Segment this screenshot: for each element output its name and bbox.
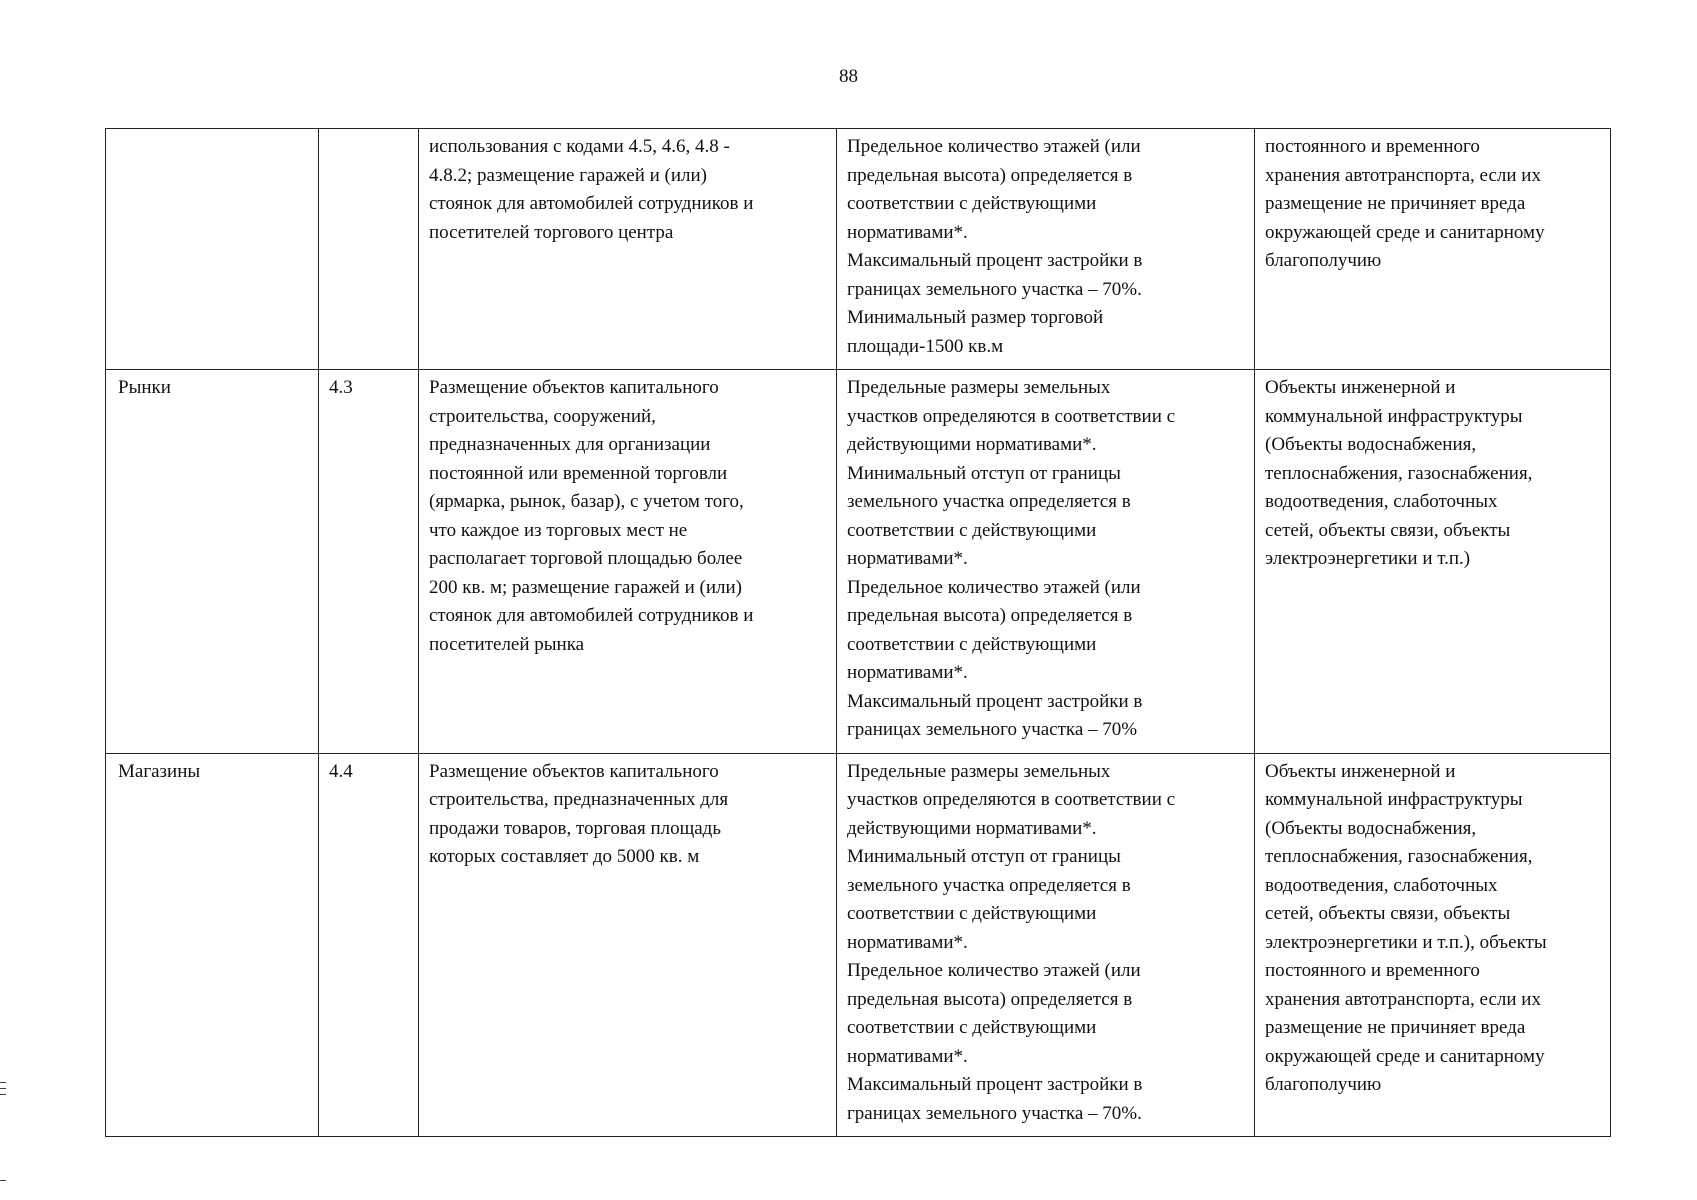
- cell-line: соответствии с действующими: [847, 903, 1097, 924]
- cell-line: хранения автотранспорта, если их: [1265, 988, 1541, 1010]
- cell-line: водоотведения, слаботочных: [1265, 874, 1498, 896]
- parameters-cell: [837, 370, 1255, 754]
- use-code-cell: [319, 753, 419, 1137]
- cell-line: теплоснабжения, газоснабжения,: [1265, 846, 1533, 867]
- cell-line: (Объекты водоснабжения,: [1265, 817, 1477, 839]
- use-description-cell: [419, 129, 837, 370]
- use-name: Магазины: [118, 760, 201, 782]
- cell-line: коммунальной инфраструктуры: [1265, 405, 1523, 427]
- use-code: 4.4: [329, 760, 353, 782]
- use-description-cell: [419, 753, 837, 1137]
- use-code-cell: [319, 370, 419, 754]
- cell-line: нормативами*.: [847, 662, 968, 683]
- cell-line: строительства, сооружений,: [429, 405, 656, 427]
- cell-line: окружающей среде и санитарному: [1265, 1045, 1545, 1067]
- cell-line: границах земельного участка – 70%: [847, 719, 1138, 740]
- cell-line: электроэнергетики и т.п.), объекты: [1265, 931, 1547, 953]
- cell-line: водоотведения, слаботочных: [1265, 491, 1498, 512]
- cell-line: соответствии с действующими: [847, 633, 1097, 655]
- auxiliary-uses-cell: [1255, 753, 1611, 1137]
- cell-line: сетей, объекты связи, объекты: [1265, 519, 1511, 541]
- land-use-table: [105, 128, 1611, 1137]
- cell-line: что каждое из торговых мест не: [429, 519, 688, 541]
- cell-line: 200 кв. м; размещение гаражей и (или): [429, 576, 742, 598]
- use-description-cell: [419, 370, 837, 754]
- table-row: [106, 370, 1611, 754]
- cell-line: строительства, предназначенных для: [429, 789, 729, 810]
- cell-line: хранения автотранспорта, если их: [1265, 164, 1541, 186]
- cell-line: постоянного и временного: [1265, 136, 1480, 157]
- cell-line: нормативами*.: [847, 548, 968, 569]
- cell-line: благополучию: [1265, 250, 1382, 271]
- cell-line: предельная высота) определяется в: [847, 605, 1133, 626]
- cell-line: размещение не причиняет вреда: [1265, 193, 1526, 214]
- cell-line: Минимальный отступ от границы: [847, 462, 1121, 484]
- table-row: [106, 753, 1611, 1137]
- cell-line: окружающей среде и санитарному: [1265, 221, 1545, 243]
- cell-line: располагает торговой площадью более: [429, 548, 743, 569]
- cell-line: стоянок для автомобилей сотрудников и: [429, 605, 754, 626]
- cell-line: участков определяются в соответствии с: [847, 789, 1176, 810]
- cell-line: Максимальный процент застройки в: [847, 250, 1143, 271]
- cell-line: соответствии с действующими: [847, 519, 1097, 541]
- cell-line: использования с кодами 4.5, 4.6, 4.8 -: [429, 136, 730, 157]
- auxiliary-uses-cell: [1255, 370, 1611, 754]
- cell-line: предназначенных для организации: [429, 434, 711, 455]
- cell-line: размещение не причиняет вреда: [1265, 1017, 1526, 1038]
- auxiliary-uses-cell: [1255, 129, 1611, 370]
- margin-mark: [0, 1180, 6, 1181]
- cell-line: Предельное количество этажей (или: [847, 136, 1141, 157]
- cell-line: границах земельного участка – 70%.: [847, 1102, 1142, 1124]
- cell-line: участков определяются в соответствии с: [847, 405, 1176, 427]
- margin-mark: [0, 1088, 6, 1089]
- use-name-cell: [106, 129, 319, 370]
- cell-line: постоянного и временного: [1265, 960, 1480, 981]
- cell-line: посетителей рынка: [429, 633, 585, 655]
- cell-line: Размещение объектов капитального: [429, 377, 719, 398]
- cell-line: Предельные размеры земельных: [847, 760, 1111, 782]
- page-number: 88: [839, 66, 858, 87]
- cell-line: Объекты инженерной и: [1265, 377, 1456, 398]
- cell-line: предельная высота) определяется в: [847, 988, 1133, 1010]
- use-code-cell: [319, 129, 419, 370]
- cell-line: Предельное количество этажей (или: [847, 960, 1141, 981]
- cell-line: Максимальный процент застройки в: [847, 690, 1143, 712]
- cell-line: нормативами*.: [847, 931, 968, 953]
- cell-line: соответствии с действующими: [847, 1017, 1097, 1038]
- use-code: 4.3: [329, 377, 353, 398]
- cell-line: нормативами*.: [847, 1045, 968, 1067]
- cell-line: площади-1500 кв.м: [847, 335, 1004, 357]
- margin-mark: [0, 1082, 6, 1083]
- cell-line: границах земельного участка – 70%.: [847, 278, 1142, 300]
- cell-line: (Объекты водоснабжения,: [1265, 434, 1477, 455]
- cell-line: Максимальный процент застройки в: [847, 1074, 1143, 1095]
- cell-line: предельная высота) определяется в: [847, 164, 1133, 186]
- cell-line: Объекты инженерной и: [1265, 760, 1456, 782]
- use-name-cell: [106, 753, 319, 1137]
- cell-line: Размещение объектов капитального: [429, 760, 719, 782]
- cell-line: Минимальный размер торговой: [847, 307, 1104, 328]
- cell-line: Минимальный отступ от границы: [847, 846, 1121, 867]
- use-name-cell: [106, 370, 319, 754]
- cell-line: электроэнергетики и т.п.): [1265, 548, 1471, 569]
- cell-line: теплоснабжения, газоснабжения,: [1265, 462, 1533, 484]
- cell-line: действующими нормативами*.: [847, 817, 1097, 839]
- table-row: [106, 129, 1611, 370]
- cell-line: земельного участка определяется в: [847, 874, 1131, 896]
- cell-line: нормативами*.: [847, 221, 968, 243]
- parameters-cell: [837, 129, 1255, 370]
- parameters-cell: [837, 753, 1255, 1137]
- margin-mark: [0, 1094, 6, 1095]
- cell-line: действующими нормативами*.: [847, 434, 1097, 455]
- cell-line: которых составляет до 5000 кв. м: [429, 846, 700, 867]
- cell-line: 4.8.2; размещение гаражей и (или): [429, 164, 708, 186]
- cell-line: земельного участка определяется в: [847, 491, 1131, 512]
- cell-line: благополучию: [1265, 1074, 1382, 1095]
- cell-line: Предельные размеры земельных: [847, 377, 1111, 398]
- cell-line: посетителей торгового центра: [429, 221, 674, 243]
- cell-line: соответствии с действующими: [847, 193, 1097, 214]
- cell-line: продажи товаров, торговая площадь: [429, 817, 722, 839]
- use-name: Рынки: [118, 377, 171, 398]
- cell-line: стоянок для автомобилей сотрудников и: [429, 193, 754, 214]
- cell-line: сетей, объекты связи, объекты: [1265, 903, 1511, 924]
- cell-line: Предельное количество этажей (или: [847, 576, 1141, 598]
- cell-line: постоянной или временной торговли: [429, 462, 728, 484]
- cell-line: коммунальной инфраструктуры: [1265, 789, 1523, 810]
- cell-line: (ярмарка, рынок, базар), с учетом того,: [429, 491, 744, 512]
